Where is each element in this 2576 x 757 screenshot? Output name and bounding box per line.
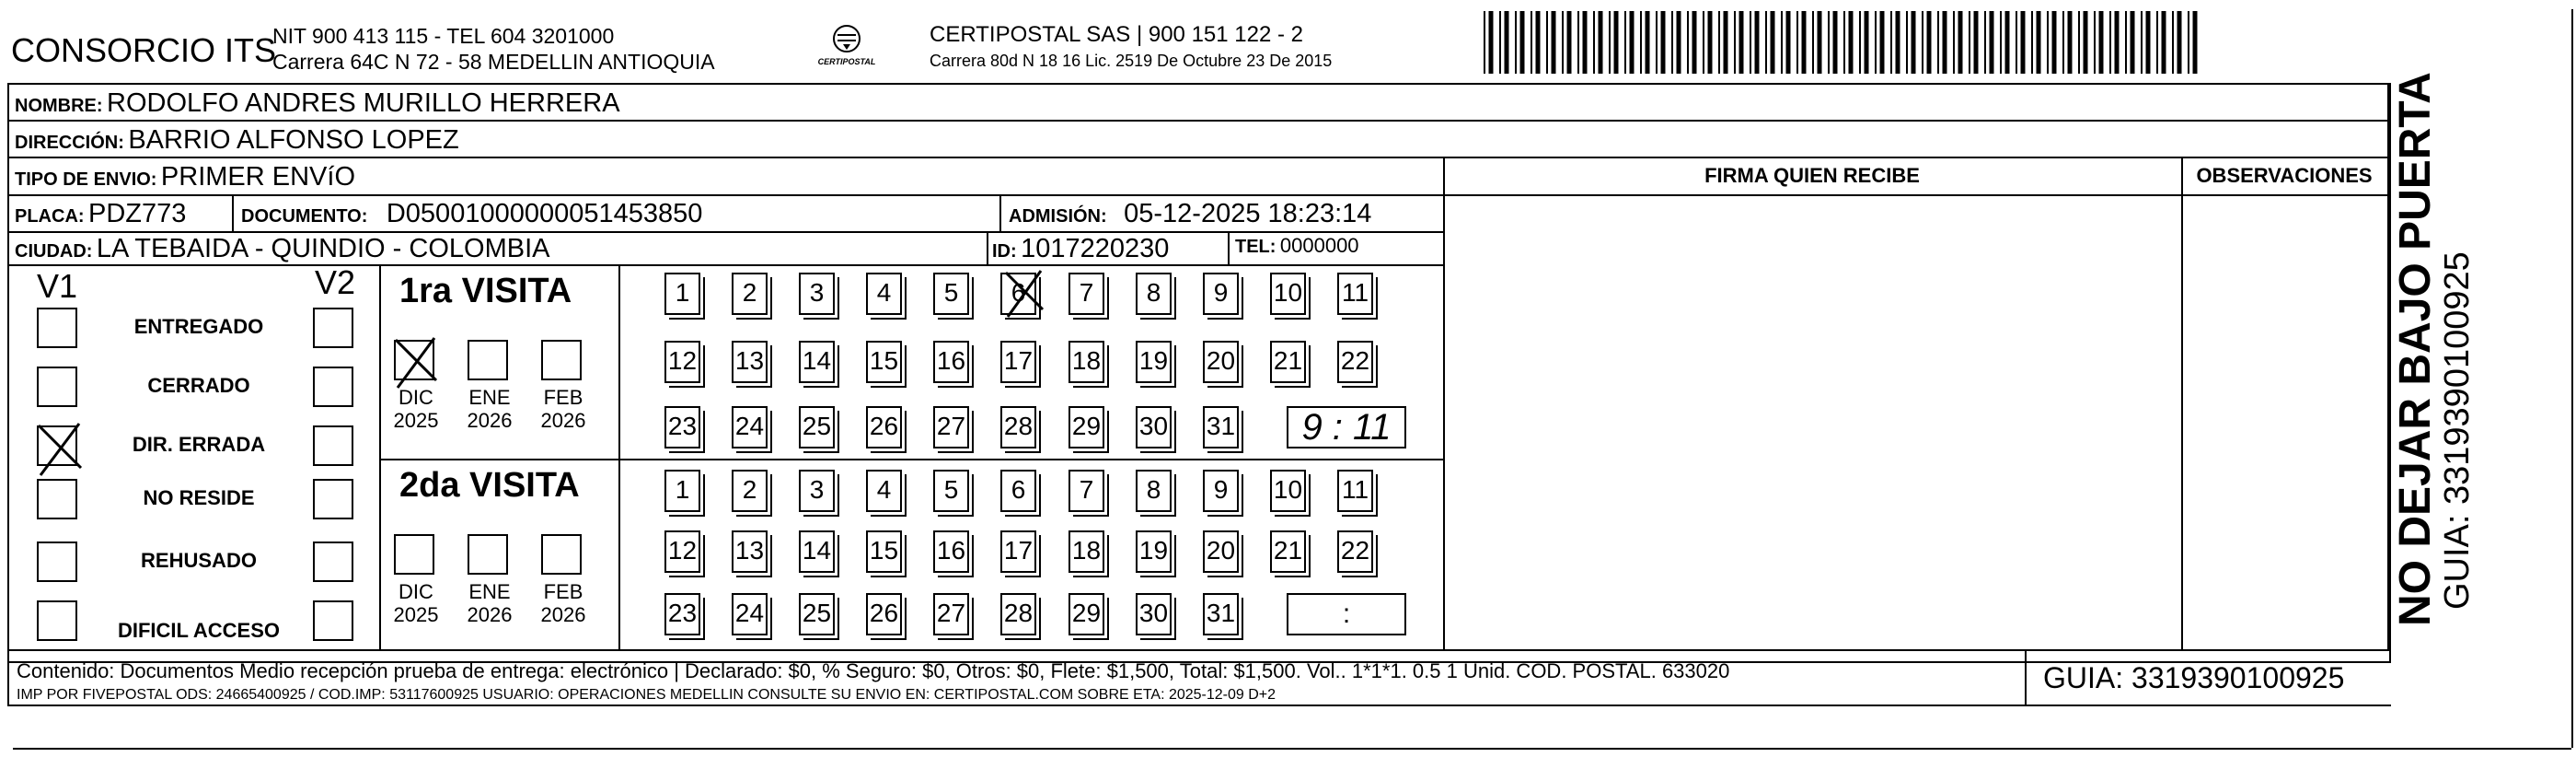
id-label: ID: <box>992 241 1017 262</box>
month-label <box>464 386 515 432</box>
barcode-bar <box>1734 11 1736 74</box>
day-box-11[interactable]: 11 <box>1337 470 1373 512</box>
day-box-21[interactable]: 21 <box>1270 530 1306 573</box>
barcode-bar <box>1786 11 1791 74</box>
v1-check-mark <box>35 422 83 470</box>
day-box-9[interactable]: 9 <box>1203 470 1239 512</box>
v2-checkbox-1[interactable] <box>313 367 353 407</box>
month-checkbox[interactable] <box>541 340 582 380</box>
month-label <box>390 580 442 626</box>
barcode-bar <box>1646 11 1650 74</box>
barcode-bar <box>1661 11 1666 74</box>
barcode-bar <box>1671 11 1673 74</box>
barcode-bar <box>1880 11 1885 74</box>
day-box-14[interactable]: 14 <box>799 341 835 383</box>
v2-checkbox-5[interactable] <box>313 600 353 641</box>
day-box-22[interactable]: 22 <box>1337 530 1373 573</box>
status-option-label: DIR. ERRADA <box>132 433 266 456</box>
barcode-bar <box>2031 11 2033 74</box>
visit-title: 1ra VISITA <box>399 272 572 310</box>
barcode-bar <box>1781 11 1783 74</box>
barcode-bar <box>1875 11 1877 74</box>
no-dejar-bajo-puerta: NO DEJAR BAJO PUERTA <box>2391 72 2440 626</box>
day-box-26[interactable]: 26 <box>866 406 902 448</box>
barcode-bar <box>2021 11 2026 74</box>
observaciones-label: OBSERVACIONES <box>2196 164 2373 187</box>
day-box-18[interactable]: 18 <box>1069 530 1104 573</box>
tel-value: 0000000 <box>1279 234 1359 257</box>
barcode-bar <box>1609 11 1611 74</box>
day-box-30[interactable]: 30 <box>1136 406 1172 448</box>
barcode-bar <box>1896 11 1900 74</box>
barcode-bar <box>1593 11 1595 74</box>
month-year: 2026 <box>540 603 586 626</box>
footer-imp: IMP POR FIVEPOSTAL ODS: 24665400925 / COD.IMP: 53117600925 USUARIO: OPERACIONES MEDELLIN CONSULTE SU ENVIO EN: CERTIPOSTAL.COM SOBRE ETA: 2025-12-09 D+2 <box>17 687 1276 703</box>
barcode-bar <box>1755 11 1760 74</box>
company-address: Carrera 64C N 72 - 58 MEDELLIN ANTIOQUIA <box>272 50 715 74</box>
barcode-bar <box>1687 11 1689 74</box>
day-box-6[interactable]: 6 <box>1000 470 1036 512</box>
barcode-bar <box>2052 11 2057 74</box>
barcode-bar <box>1828 11 1830 74</box>
barcode-bar <box>1567 11 1572 74</box>
day-box-23[interactable]: 23 <box>664 406 700 448</box>
barcode-bar <box>2005 11 2010 74</box>
direccion-value: BARRIO ALFONSO LOPEZ <box>128 125 459 155</box>
barcode-bar <box>2094 11 2096 74</box>
month-name: ENE <box>468 580 511 603</box>
barcode-bar <box>1577 11 1579 74</box>
barcode-bar <box>1750 11 1751 74</box>
barcode-bar <box>1990 11 1994 74</box>
day-box-20[interactable]: 20 <box>1203 530 1239 573</box>
nombre-value: RODOLFO ANDRES MURILLO HERRERA <box>107 88 620 118</box>
barcode-bar <box>2099 11 2104 74</box>
visit-time[interactable]: 9 : 11 <box>1287 406 1406 448</box>
barcode-bar <box>1943 11 1947 74</box>
barcode-bar <box>2172 11 2174 74</box>
v1-checkbox-5[interactable] <box>37 600 77 641</box>
day-box-27[interactable]: 27 <box>933 406 969 448</box>
status-option-label: ENTREGADO <box>133 315 264 338</box>
barcode-bar <box>1937 11 1939 74</box>
barcode-bar <box>2188 11 2189 74</box>
day-box-12[interactable]: 12 <box>664 341 700 383</box>
company-nit: NIT 900 413 115 - TEL 604 3201000 <box>272 24 615 48</box>
day-box-3[interactable]: 3 <box>799 273 835 315</box>
barcode-bar <box>1724 11 1728 74</box>
barcode-bar <box>1796 11 1798 74</box>
v2-checkbox-0[interactable] <box>313 308 353 348</box>
day-box-5[interactable]: 5 <box>933 470 969 512</box>
barcode <box>1484 11 2211 74</box>
barcode-bar <box>1812 11 1814 74</box>
barcode-bar <box>1505 11 1509 74</box>
day-box-25[interactable]: 25 <box>799 593 835 635</box>
day-box-16[interactable]: 16 <box>933 341 969 383</box>
day-box-14[interactable]: 14 <box>799 530 835 573</box>
day-box-27[interactable]: 27 <box>933 593 969 635</box>
barcode-bar <box>2109 11 2111 74</box>
barcode-bar <box>1843 11 1845 74</box>
barcode-bar <box>2162 11 2166 74</box>
barcode-bar <box>1630 11 1635 74</box>
day-box-29[interactable]: 29 <box>1069 593 1104 635</box>
barcode-bar <box>1515 11 1517 74</box>
day-box-24[interactable]: 24 <box>732 406 768 448</box>
ciudad-label: CIUDAD: <box>15 241 93 262</box>
day-box-13[interactable]: 13 <box>732 530 768 573</box>
ciudad-value: LA TEBAIDA - QUINDIO - COLOMBIA <box>96 234 550 263</box>
month-label <box>537 580 589 626</box>
barcode-bar <box>1818 11 1822 74</box>
barcode-bar <box>2000 11 2002 74</box>
barcode-bar <box>2125 11 2127 74</box>
barcode-bar <box>2193 11 2198 74</box>
barcode-bar <box>1849 11 1854 74</box>
barcode-bar <box>2068 11 2073 74</box>
barcode-bar <box>2146 11 2151 74</box>
company-name: CONSORCIO ITS <box>11 31 277 69</box>
v2-checkbox-2[interactable] <box>313 425 353 466</box>
id-value: 1017220230 <box>1021 234 1170 263</box>
status-option-label: CERRADO <box>147 374 250 397</box>
barcode-bar <box>1703 11 1704 74</box>
barcode-bar <box>1614 11 1619 74</box>
day-box-8[interactable]: 8 <box>1136 273 1172 315</box>
v1-label: V1 <box>37 267 78 305</box>
day-box-28[interactable]: 28 <box>1000 406 1036 448</box>
barcode-bar <box>2016 11 2017 74</box>
day-box-17[interactable]: 17 <box>1000 341 1036 383</box>
barcode-bar <box>1927 11 1932 74</box>
barcode-bar <box>2177 11 2182 74</box>
month-label <box>464 580 515 626</box>
barcode-bar <box>1499 11 1501 74</box>
v1-checkbox-4[interactable] <box>37 542 77 582</box>
barcode-bar <box>2131 11 2135 74</box>
day-box-12[interactable]: 12 <box>664 530 700 573</box>
day-box-29[interactable]: 29 <box>1069 406 1104 448</box>
day-box-17[interactable]: 17 <box>1000 530 1036 573</box>
day-box-19[interactable]: 19 <box>1136 530 1172 573</box>
status-option-label: DIFICIL ACCESO <box>117 619 280 642</box>
barcode-bar <box>1583 11 1588 74</box>
barcode-bar <box>1624 11 1626 74</box>
day-box-1[interactable]: 1 <box>664 273 700 315</box>
barcode-bar <box>2047 11 2049 74</box>
barcode-bar <box>1739 11 1744 74</box>
v2-checkbox-4[interactable] <box>313 542 353 582</box>
placa-value: PDZ773 <box>88 199 187 228</box>
barcode-bar <box>1692 11 1697 74</box>
day-box-16[interactable]: 16 <box>933 530 969 573</box>
barcode-bar <box>2115 11 2120 74</box>
barcode-bar <box>1922 11 1923 74</box>
admision-value: 05-12-2025 18:23:14 <box>1124 199 1372 228</box>
day-box-30[interactable]: 30 <box>1136 593 1172 635</box>
day-box-3[interactable]: 3 <box>799 470 835 512</box>
placa-label: PLACA: <box>15 206 85 227</box>
day-box-11[interactable]: 11 <box>1337 273 1373 315</box>
day-box-22[interactable]: 22 <box>1337 341 1373 383</box>
barcode-bar <box>2078 11 2080 74</box>
v1-checkbox-1[interactable] <box>37 367 77 407</box>
barcode-bar <box>1969 11 1970 74</box>
day-box-1[interactable]: 1 <box>664 470 700 512</box>
month-year: 2026 <box>467 603 513 626</box>
day-box-15[interactable]: 15 <box>866 341 902 383</box>
admision-label: ADMISIÓN: <box>1009 206 1107 227</box>
barcode-bar <box>2141 11 2143 74</box>
carrier-address: Carrera 80d N 18 16 Lic. 2519 De Octubre 23 De 2015 <box>930 52 1333 70</box>
day-box-13[interactable]: 13 <box>732 341 768 383</box>
tipo-envio-value: PRIMER ENVíO <box>160 162 356 192</box>
month-name: DIC <box>399 386 433 409</box>
month-year: 2026 <box>540 409 586 432</box>
day-check-mark <box>1002 269 1045 311</box>
month-name: DIC <box>399 580 433 603</box>
visit-title: 2da VISITA <box>399 466 580 505</box>
barcode-bar <box>1552 11 1556 74</box>
barcode-bar <box>1489 11 1494 74</box>
nombre-label: NOMBRE: <box>15 96 103 116</box>
barcode-bar <box>2156 11 2158 74</box>
barcode-bar <box>1520 11 1525 74</box>
month-name: FEB <box>543 580 583 603</box>
day-box-24[interactable]: 24 <box>732 593 768 635</box>
barcode-bar <box>1984 11 1986 74</box>
certipostal-logo-icon <box>810 20 884 76</box>
month-year: 2026 <box>467 409 513 432</box>
month-check-mark <box>392 336 438 382</box>
visit-time[interactable]: : <box>1287 593 1406 635</box>
barcode-bar <box>1958 11 1963 74</box>
v2-checkbox-3[interactable] <box>313 479 353 519</box>
day-box-2[interactable]: 2 <box>732 273 768 315</box>
documento-label: DOCUMENTO: <box>241 206 368 227</box>
barcode-bar <box>1833 11 1838 74</box>
barcode-bar <box>1865 11 1869 74</box>
status-option-label: REHUSADO <box>141 549 257 572</box>
day-box-18[interactable]: 18 <box>1069 341 1104 383</box>
barcode-bar <box>1531 11 1532 74</box>
day-box-19[interactable]: 19 <box>1136 341 1172 383</box>
barcode-bar <box>1718 11 1720 74</box>
barcode-bar <box>1890 11 1892 74</box>
month-checkbox[interactable] <box>394 534 434 575</box>
tipo-envio-label: TIPO DE ENVIO: <box>15 169 157 190</box>
day-box-10[interactable]: 10 <box>1270 273 1306 315</box>
barcode-bar <box>1859 11 1861 74</box>
side-guia: GUIA: 3319390100925 <box>2438 251 2477 610</box>
barcode-bar <box>1640 11 1642 74</box>
footer-contenido: Contenido: Documentos Medio recepción prueba de entrega: electrónico | Declarado: $0, % Seguro: $0, Otros: $0, Flete: $1,500, Total: $1,500. Vol.. 1*1*1. 0.5 1 Unid. COD. POSTAL. 633020 <box>17 659 1730 682</box>
barcode-bar <box>1802 11 1807 74</box>
barcode-bar <box>1765 11 1767 74</box>
firma-label: FIRMA QUIEN RECIBE <box>1704 164 1920 187</box>
barcode-bar <box>1906 11 1908 74</box>
month-year: 2025 <box>393 603 439 626</box>
month-checkbox[interactable] <box>468 340 508 380</box>
barcode-bar <box>1546 11 1548 74</box>
day-box-7[interactable]: 7 <box>1069 470 1104 512</box>
barcode-bar <box>2084 11 2088 74</box>
logo-text: CERTIPOSTAL <box>817 57 876 66</box>
day-box-21[interactable]: 21 <box>1270 341 1306 383</box>
day-box-31[interactable]: 31 <box>1203 406 1239 448</box>
day-box-9[interactable]: 9 <box>1203 273 1239 315</box>
month-name: ENE <box>468 386 511 409</box>
v1-checkbox-0[interactable] <box>37 308 77 348</box>
day-box-15[interactable]: 15 <box>866 530 902 573</box>
day-box-31[interactable]: 31 <box>1203 593 1239 635</box>
day-box-6[interactable]: 6 <box>1000 273 1036 315</box>
month-checkbox[interactable] <box>541 534 582 575</box>
barcode-bar <box>1484 11 1485 74</box>
direccion-label: DIRECCIÓN: <box>15 133 124 153</box>
side-text <box>2391 72 2477 626</box>
month-checkbox[interactable] <box>468 534 508 575</box>
barcode-bar <box>2062 11 2064 74</box>
barcode-bar <box>2037 11 2041 74</box>
v2-label: V2 <box>315 263 356 301</box>
month-label <box>390 386 442 432</box>
day-box-8[interactable]: 8 <box>1136 470 1172 512</box>
day-box-10[interactable]: 10 <box>1270 470 1306 512</box>
barcode-bar <box>1708 11 1713 74</box>
barcode-bar <box>1912 11 1916 74</box>
barcode-bar <box>1974 11 1979 74</box>
certipostal-logo <box>810 20 884 76</box>
barcode-bar <box>1953 11 1955 74</box>
day-box-5[interactable]: 5 <box>933 273 969 315</box>
day-box-7[interactable]: 7 <box>1069 273 1104 315</box>
status-option-label: NO RESIDE <box>143 486 255 509</box>
day-box-20[interactable]: 20 <box>1203 341 1239 383</box>
month-label <box>537 386 589 432</box>
day-box-26[interactable]: 26 <box>866 593 902 635</box>
barcode-bar <box>1656 11 1658 74</box>
documento-value: D05001000000051453850 <box>386 199 703 228</box>
barcode-bar <box>1536 11 1541 74</box>
month-year: 2025 <box>393 409 439 432</box>
carrier-name: CERTIPOSTAL SAS | 900 151 122 - 2 <box>930 22 1303 47</box>
month-name: FEB <box>543 386 583 409</box>
barcode-bar <box>1677 11 1681 74</box>
barcode-bar <box>1599 11 1603 74</box>
day-box-28[interactable]: 28 <box>1000 593 1036 635</box>
day-box-4[interactable]: 4 <box>866 470 902 512</box>
day-box-23[interactable]: 23 <box>664 593 700 635</box>
barcode-bar <box>1562 11 1564 74</box>
barcode-bar <box>1771 11 1775 74</box>
day-box-2[interactable]: 2 <box>732 470 768 512</box>
v1-checkbox-3[interactable] <box>37 479 77 519</box>
day-box-4[interactable]: 4 <box>866 273 902 315</box>
tel-label: TEL: <box>1235 237 1276 257</box>
footer-guia: GUIA: 3319390100925 <box>2043 661 2345 694</box>
day-box-25[interactable]: 25 <box>799 406 835 448</box>
